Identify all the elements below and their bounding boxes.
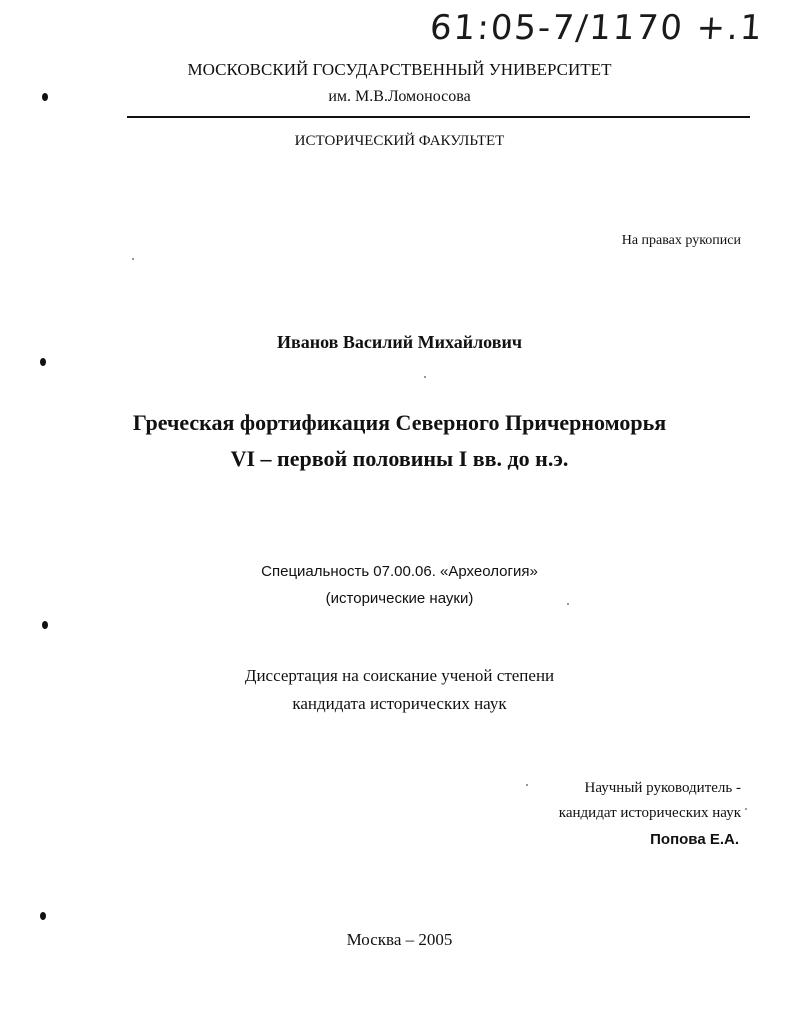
scan-speck <box>526 784 528 786</box>
dissertation-line1: Диссертация на соискание ученой степени <box>244 666 555 685</box>
author-name: Иванов Василий Михайлович <box>277 332 522 352</box>
specialty-field: (исторические науки) <box>325 590 474 607</box>
supervisor-name: Попова Е.А. <box>650 831 739 848</box>
scan-speck <box>567 603 569 605</box>
scan-hole-mark <box>40 912 46 920</box>
city-year: Москва – 2005 <box>346 930 453 949</box>
header-divider <box>127 116 750 118</box>
scan-speck <box>745 808 747 810</box>
supervisor-degree: кандидат исторических наук <box>558 805 741 821</box>
scan-hole-mark <box>42 93 48 101</box>
dissertation-line2: кандидата исторических наук <box>292 694 507 713</box>
faculty-name: ИСТОРИЧЕСКИЙ ФАКУЛЬТЕТ <box>294 133 505 149</box>
university-title: МОСКОВСКИЙ ГОСУДАРСТВЕННЫЙ УНИВЕРСИТЕТ <box>187 60 612 79</box>
archive-code-handwritten: 61:05-7/1170 +.1 <box>428 8 766 48</box>
thesis-title-line2: VI – первой половины I вв. до н.э. <box>230 446 569 471</box>
scan-hole-mark <box>40 358 46 366</box>
thesis-title-line1: Греческая фортификация Северного Причерноморья <box>132 410 667 435</box>
supervisor-role: Научный руководитель - <box>584 780 741 796</box>
scan-hole-mark <box>42 621 48 629</box>
university-name: им. М.В.Ломоносова <box>328 88 471 105</box>
rights-note: На правах рукописи <box>621 233 741 248</box>
scan-speck <box>132 258 134 260</box>
scan-speck <box>424 376 426 378</box>
specialty-line: Специальность 07.00.06. «Археология» <box>261 563 538 580</box>
